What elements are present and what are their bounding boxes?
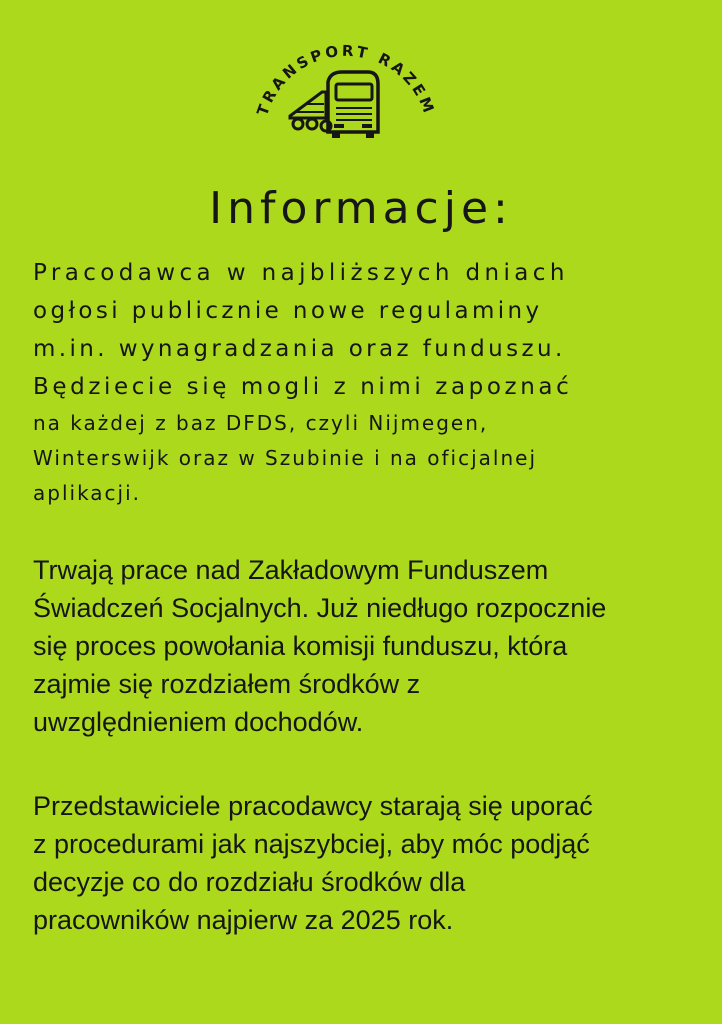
paragraph-social-fund	[33, 551, 713, 741]
text-line: Przedstawiciele pracodawcy starają się uporać	[33, 791, 593, 821]
text-line: decyzje co do rozdziału środków dla	[33, 867, 466, 897]
text-line: m.in. wynagradzania oraz funduszu.	[33, 336, 566, 362]
text-line: aplikacji.	[33, 481, 142, 505]
text-line: Będziecie się mogli z nimi zapoznać	[33, 374, 573, 400]
svg-text:TRANSPORT RAZEM	[253, 42, 438, 118]
transport-razem-logo	[246, 38, 446, 144]
text-line: na każdej z baz DFDS, czyli Nijmegen,	[33, 411, 489, 435]
truck-icon	[290, 72, 378, 138]
text-line: Trwają prace nad Zakładowym Funduszem	[33, 555, 549, 585]
text-line: z procedurami jak najszybciej, aby móc podjąć	[33, 829, 590, 859]
page-title: Informacje:	[209, 183, 513, 235]
paragraph-regulations	[33, 254, 713, 511]
text-line: Pracodawca w najbliższych dniach	[33, 260, 569, 286]
text-line: Winterswijk oraz w Szubinie i na oficjalnej	[33, 446, 538, 470]
text-line: Świadczeń Socjalnych. Już niedługo rozpocznie	[33, 593, 607, 623]
text-line: się proces powołania komisji funduszu, która	[33, 631, 568, 661]
text-line: zajmie się rozdziałem środków z	[33, 669, 421, 699]
logo-text: TRANSPORT RAZEM	[253, 41, 439, 119]
paragraph-employer-representatives	[33, 787, 713, 939]
text-line: pracowników najpierw za 2025 rok.	[33, 905, 454, 935]
text-line: uwzględnieniem dochodów.	[33, 707, 364, 737]
text-line: ogłosi publicznie nowe regulaminy	[33, 298, 543, 324]
